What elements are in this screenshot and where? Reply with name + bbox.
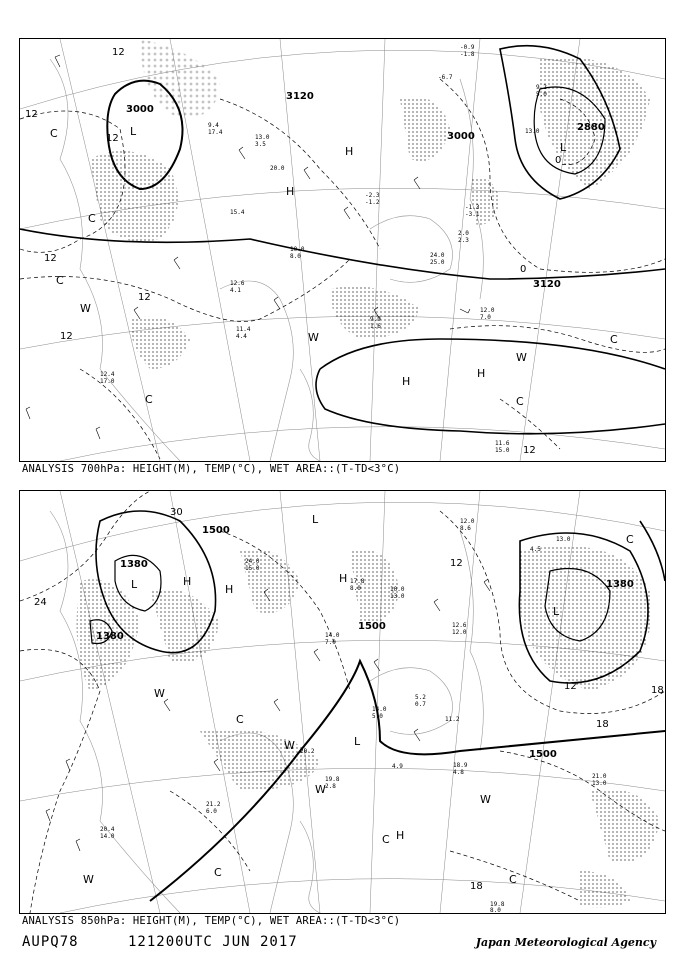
contour-label: 2880 <box>577 122 605 133</box>
station-value: 14.0 <box>100 833 115 840</box>
station-value: 4.4 <box>236 333 247 340</box>
analysis-time: 121200UTC JUN 2017 <box>128 934 298 950</box>
map-panel-850hpa <box>19 490 666 914</box>
station-value: -2.3 <box>365 192 380 199</box>
isotherm-label: 0 <box>555 155 562 166</box>
station-value: 13.0 <box>525 128 540 135</box>
station-value: 17.4 <box>208 129 223 136</box>
map-panel-700hpa <box>19 38 666 462</box>
isotherm-label: 12 <box>450 558 463 569</box>
center-symbol: L <box>130 125 137 138</box>
station-value: 0.7 <box>415 701 426 708</box>
isotherm-label: 12 <box>106 133 119 144</box>
station-value: -0.9 <box>460 44 475 51</box>
center-symbol: W <box>308 331 319 344</box>
station-value: 6.0 <box>206 808 217 815</box>
station-value: 15.0 <box>495 447 510 454</box>
station-value: 8.0 <box>290 253 301 260</box>
station-value: 13.0 <box>390 593 405 600</box>
station-value: 5.2 <box>415 694 426 701</box>
station-value: 17.8 <box>350 578 365 585</box>
station-value: 9.9 <box>370 316 381 323</box>
station-value: 9.2 <box>536 84 547 91</box>
center-symbol: W <box>480 793 491 806</box>
station-value: 5.0 <box>372 713 383 720</box>
station-value: 20.0 <box>270 165 285 172</box>
station-value: 12.4 <box>100 371 115 378</box>
station-value: 15.4 <box>230 209 245 216</box>
station-value: 9.4 <box>208 122 219 129</box>
station-value: 12.6 <box>452 622 467 629</box>
center-symbol: W <box>284 739 295 752</box>
contour-label: 1380 <box>606 579 634 590</box>
center-symbol: C <box>516 395 524 408</box>
station-value: 4.5 <box>530 546 541 553</box>
station-value: 7.0 <box>480 314 491 321</box>
center-symbol: H <box>183 575 192 588</box>
center-symbol: L <box>354 735 361 748</box>
isotherm-label: 12 <box>25 109 38 120</box>
map-700hpa-svg <box>20 39 665 461</box>
center-symbol: C <box>88 212 96 225</box>
center-symbol: L <box>560 141 567 154</box>
center-symbol: H <box>225 583 234 596</box>
station-value: 3.5 <box>255 141 266 148</box>
station-value: 2.0 <box>458 230 469 237</box>
station-value: -1.2 <box>365 199 380 206</box>
center-symbol: C <box>382 833 390 846</box>
station-value: 24.0 <box>245 558 260 565</box>
center-symbol: W <box>315 783 326 796</box>
isotherm-label: 18 <box>651 685 664 696</box>
agency-name: Japan Meteorological Agency <box>475 936 656 949</box>
station-value: 12.6 <box>230 280 245 287</box>
center-symbol: H <box>286 185 295 198</box>
contour-label: 1500 <box>529 749 557 760</box>
center-symbol: C <box>610 333 618 346</box>
center-symbol: C <box>50 127 58 140</box>
map-850hpa-svg <box>20 491 665 913</box>
isotherm-label: 18 <box>596 719 609 730</box>
station-value: 12.0 <box>460 518 475 525</box>
station-value: 12.0 <box>480 307 495 314</box>
station-value: 14.0 <box>372 706 387 713</box>
station-value: 1.6 <box>370 323 381 330</box>
station-value: 12.0 <box>452 629 467 636</box>
station-value: 10.0 <box>290 246 305 253</box>
center-symbol: W <box>516 351 527 364</box>
station-value: 21.0 <box>592 773 607 780</box>
contour-label: 1500 <box>358 621 386 632</box>
center-symbol: H <box>402 375 411 388</box>
station-value: 18.9 <box>453 762 468 769</box>
isotherm-label: 12 <box>60 331 73 342</box>
station-value: -1.8 <box>460 51 475 58</box>
station-value: 11.4 <box>236 326 251 333</box>
station-value: 4.1 <box>230 287 241 294</box>
station-value: 5.0 <box>536 91 547 98</box>
center-symbol: L <box>553 605 560 618</box>
contour-label: 1380 <box>96 631 124 642</box>
station-value: 25.0 <box>430 259 445 266</box>
panel-caption-850: ANALYSIS 850hPa: HEIGHT(M), TEMP(°C), WET AREA::(T-TD<3°C) <box>22 915 401 927</box>
station-value: 2.8 <box>325 783 336 790</box>
station-value: 20.2 <box>300 748 315 755</box>
station-value: 24.0 <box>430 252 445 259</box>
isotherm-label: 18 <box>470 881 483 892</box>
isotherm-label: 24 <box>34 597 47 608</box>
isotherm-label: 0 <box>520 264 527 275</box>
isotherm-label: 30 <box>170 507 183 518</box>
station-value: 2.3 <box>458 237 469 244</box>
station-value: 14.0 <box>325 632 340 639</box>
station-value: 10.0 <box>390 586 405 593</box>
station-value: 20.4 <box>100 826 115 833</box>
station-value: 8.0 <box>350 585 361 592</box>
contour-label: 3000 <box>447 131 475 142</box>
station-value: 4.8 <box>453 769 464 776</box>
center-symbol: H <box>396 829 405 842</box>
center-symbol: C <box>509 873 517 886</box>
station-value: 19.8 <box>325 776 340 783</box>
center-symbol: L <box>312 513 319 526</box>
center-symbol: C <box>214 866 222 879</box>
station-value: 21.2 <box>206 801 221 808</box>
center-symbol: L <box>131 578 138 591</box>
wet-areas-850 <box>77 546 660 908</box>
isotherm-label: 12 <box>523 445 536 456</box>
station-value: 11.6 <box>495 440 510 447</box>
center-symbol: H <box>339 572 348 585</box>
isotherm-label: 12 <box>44 253 57 264</box>
station-value: 17.0 <box>100 378 115 385</box>
station-value: -6.7 <box>438 74 453 81</box>
isotherm-label: 12 <box>564 681 577 692</box>
station-value: 19.8 <box>490 901 505 908</box>
contour-label: 3120 <box>286 91 314 102</box>
panel-caption-700: ANALYSIS 700hPa: HEIGHT(M), TEMP(°C), WET AREA::(T-TD<3°C) <box>22 463 401 475</box>
station-value: 8.6 <box>460 525 471 532</box>
center-symbol: C <box>56 274 64 287</box>
station-value: 8.0 <box>490 907 501 913</box>
center-symbol: W <box>80 302 91 315</box>
contour-labels-700 <box>126 91 605 290</box>
center-symbol: H <box>477 367 486 380</box>
center-symbol: H <box>345 145 354 158</box>
isotherm-label: 12 <box>138 292 151 303</box>
contour-label: 3000 <box>126 104 154 115</box>
contour-label: 3120 <box>533 279 561 290</box>
station-value: -3.1 <box>465 211 480 218</box>
center-symbol: C <box>145 393 153 406</box>
contour-label: 1500 <box>202 525 230 536</box>
contour-label: 1380 <box>120 559 148 570</box>
bulletin-code: AUPQ78 <box>22 934 79 950</box>
station-value: 7.0 <box>325 639 336 646</box>
center-symbol: C <box>626 533 634 546</box>
station-value: 13.0 <box>255 134 270 141</box>
station-value: 13.0 <box>556 536 571 543</box>
center-symbol: W <box>154 687 165 700</box>
center-symbol: W <box>83 873 94 886</box>
station-value: 4.9 <box>392 763 403 770</box>
station-value: 13.0 <box>592 780 607 787</box>
station-value: -1.3 <box>465 204 480 211</box>
station-value: 11.2 <box>445 716 460 723</box>
center-symbol: C <box>236 713 244 726</box>
station-value: 15.0 <box>245 565 260 572</box>
isotherm-label: 12 <box>112 47 125 58</box>
